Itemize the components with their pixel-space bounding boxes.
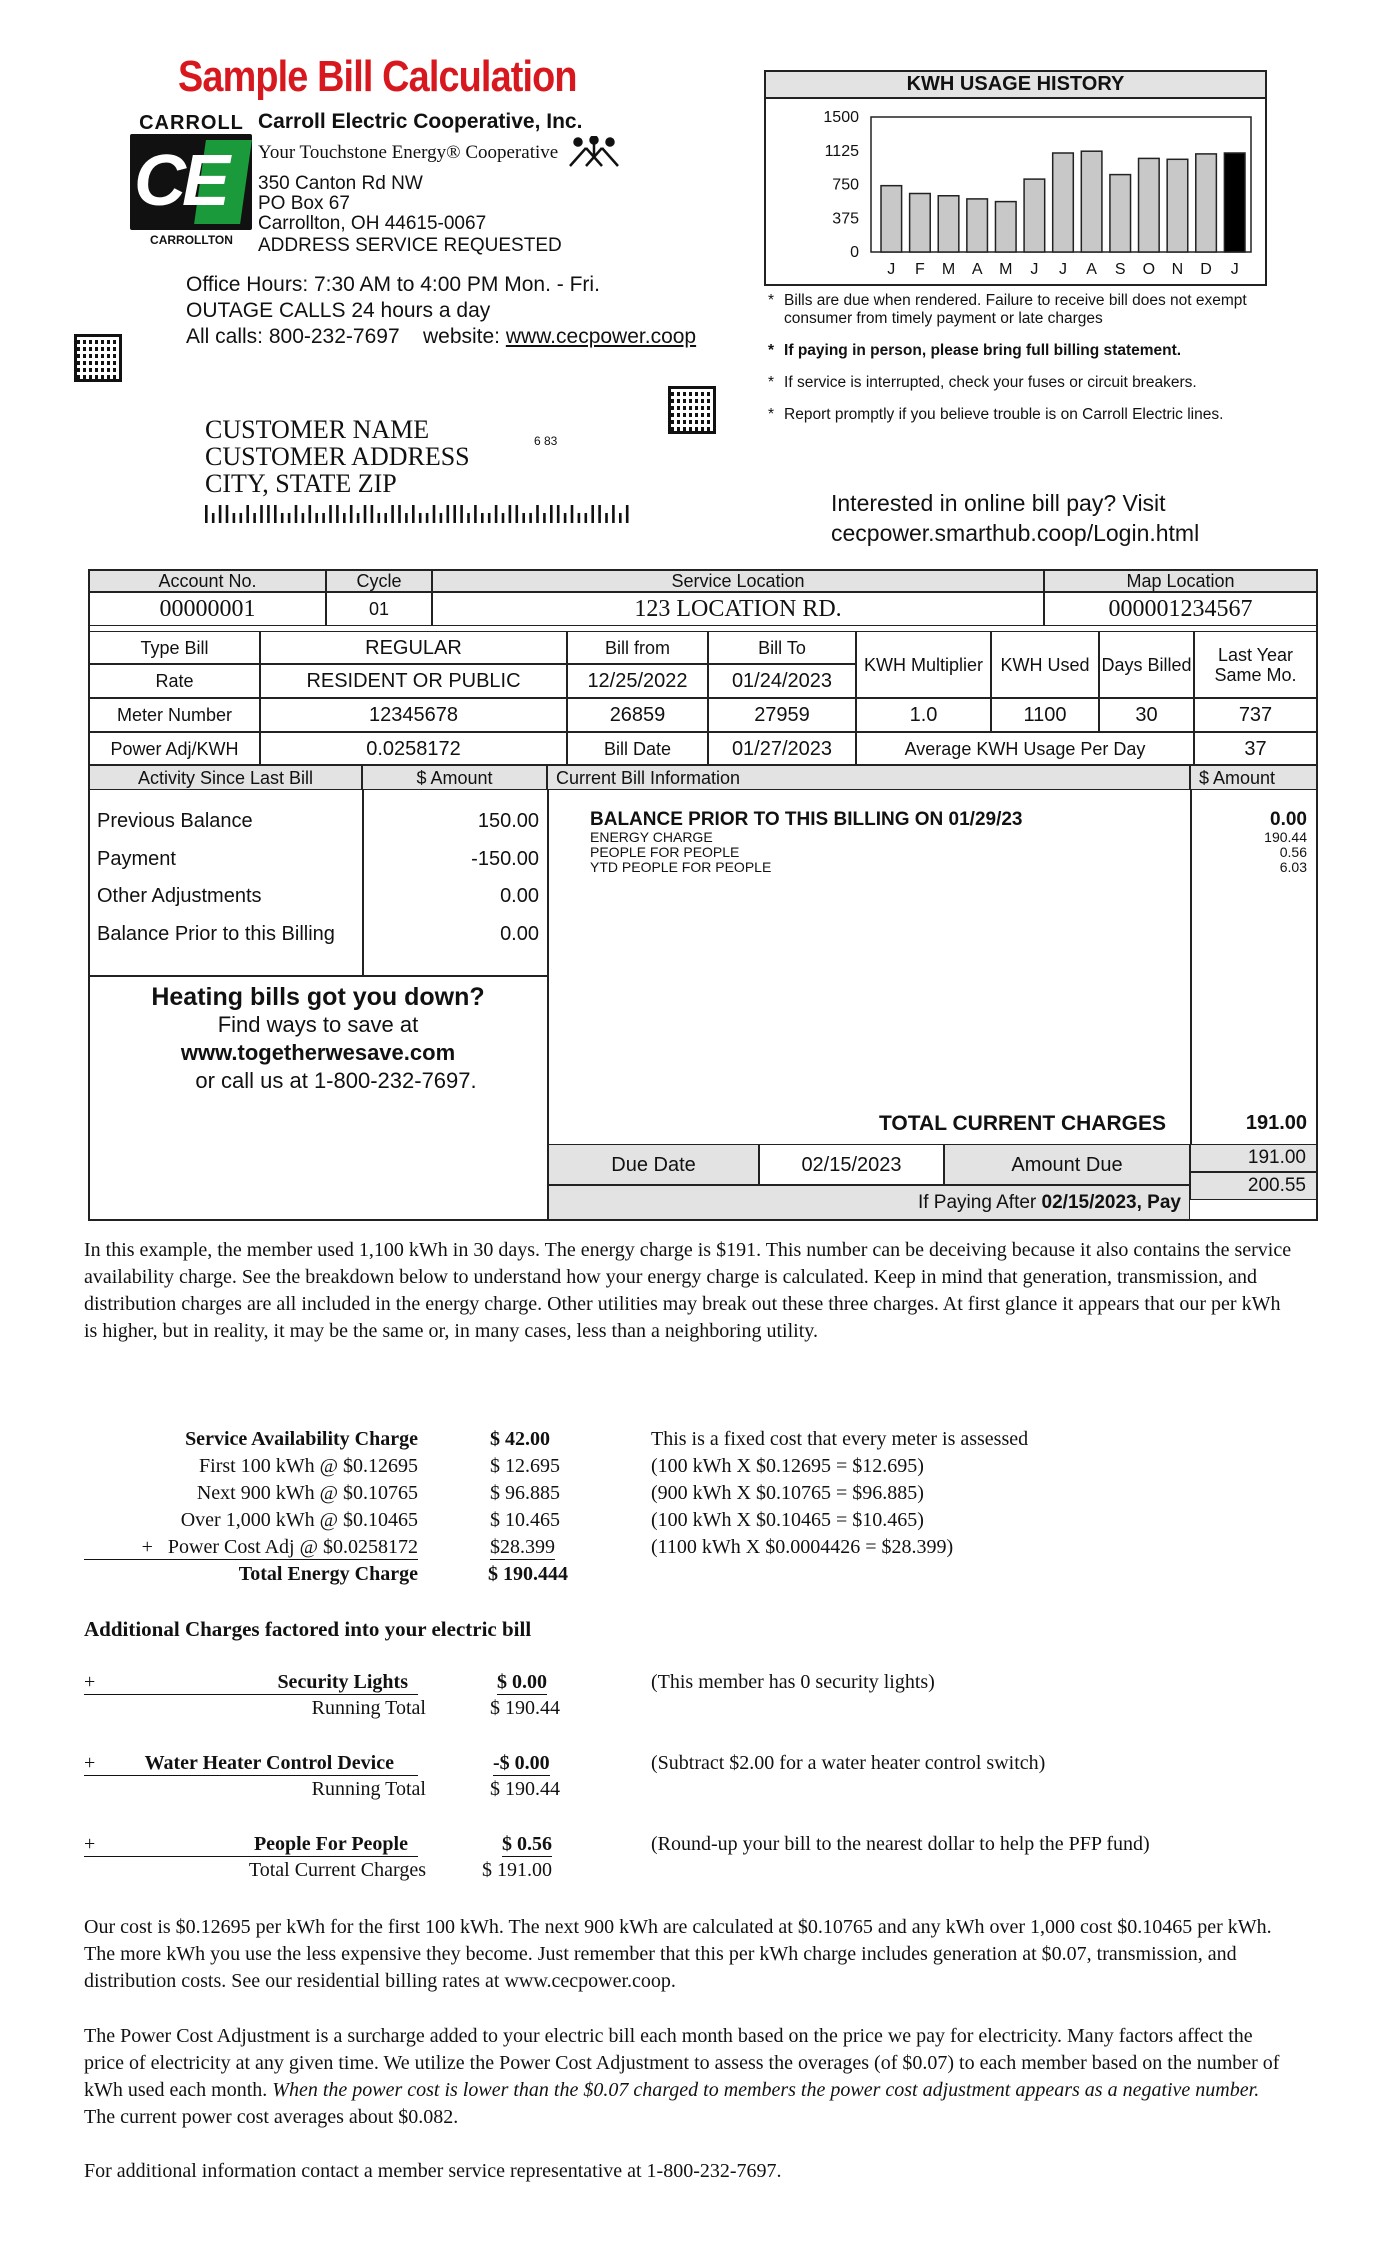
amount-due-label: Amount Due	[944, 1144, 1190, 1185]
online-pay-link[interactable]: cecpower.smarthub.coop/Login.html	[831, 520, 1200, 546]
breakdown-label: Next 900 kWh @ $0.10765	[196, 1482, 418, 1504]
barcode-bar	[447, 505, 450, 523]
barcode-bar	[578, 513, 581, 523]
address-line-1: 350 Canton Rd NW	[258, 173, 423, 194]
map-location-label: Map Location	[1044, 570, 1317, 592]
x-tick-label: J	[887, 261, 896, 278]
postal-barcode	[205, 505, 637, 523]
note-in-person: * If paying in person, please bring full billing statement.	[768, 342, 1182, 359]
bill-to-label: Bill To	[708, 631, 856, 664]
x-tick-label: J	[1059, 261, 1067, 278]
barcode-bar	[322, 513, 325, 523]
meter-number-label: Meter Number	[89, 698, 260, 732]
bill-from-date: 12/25/2022	[567, 664, 708, 698]
charge-amount: 0.56	[1279, 844, 1307, 860]
breakdown-amount: $ 96.885	[490, 1482, 560, 1504]
type-bill-value: REGULAR	[260, 631, 567, 664]
last-year-label: Last Year Same Mo.	[1194, 631, 1317, 698]
customer-city: CITY, STATE ZIP	[205, 469, 397, 498]
activity-row: Previous Balance 150.00	[97, 810, 539, 832]
address-service: ADDRESS SERVICE REQUESTED	[258, 235, 562, 256]
bill-to-date: 01/24/2023	[708, 664, 856, 698]
cycle-label: Cycle	[326, 570, 432, 592]
balance-prior-label: BALANCE PRIOR TO THIS BILLING ON 01/29/23	[590, 809, 1023, 830]
breakdown-amount: $ 42.00	[490, 1428, 550, 1450]
barcode-bar	[543, 513, 546, 523]
power-adj-label: Power Adj/KWH	[89, 732, 260, 765]
barcode-bar	[502, 513, 505, 523]
activity-bottom-rule	[89, 975, 547, 977]
logo-bottom-text: CARROLLTON	[150, 233, 233, 247]
kwh-used: 1100	[991, 698, 1099, 732]
promo-block	[89, 983, 547, 1095]
current-bill-amounts	[1192, 810, 1307, 875]
days-billed-label: Days Billed	[1099, 631, 1194, 698]
breakdown-note: (900 kWh X $0.10765 = $96.885)	[651, 1482, 924, 1504]
note-due: * Bills are due when rendered. Failure to receive bill does not exempt consumer from timely payment or late charges	[768, 292, 1247, 327]
security-label: Security Lights	[277, 1671, 408, 1693]
barcode-bar	[605, 513, 608, 523]
x-tick-label: J	[1230, 261, 1239, 278]
rate-value: RESIDENT OR PUBLIC	[260, 664, 567, 698]
breakdown-label: Over 1,000 kWh @ $0.10465	[180, 1509, 418, 1531]
office-info	[186, 272, 696, 350]
y-tick-label: 0	[850, 244, 859, 261]
pfp-row: + People For People	[84, 1833, 418, 1857]
promo-line2: or call us at 1-800-232-7697.	[195, 1068, 477, 1093]
cost-paragraph: Our cost is $0.12695 per kWh for the first 100 kWh. The next 900 kWh are calculated at $0.10765 and any kWh over 1,000 cost $0.10465 per kWh. The more kWh you use the less expensive they become. Just remember that this per kWh charge includes generation at $0.07, transmission, and distribution costs. See our residential billing rates at www.cecpower.coop.	[84, 1916, 1272, 1992]
barcode-bar	[626, 505, 629, 523]
barcode-bar	[384, 513, 387, 523]
breakdown-amount: $ 12.695	[490, 1455, 560, 1477]
breakdown-label: First 100 kWh @ $0.12695	[199, 1455, 418, 1477]
breakdown-note: (100 kWh X $0.12695 = $12.695)	[651, 1455, 924, 1477]
pfp-amount: $ 0.56	[502, 1833, 552, 1855]
cec-logo	[128, 112, 255, 252]
barcode-bar	[240, 513, 243, 523]
security-row: + Security Lights	[84, 1671, 418, 1695]
online-pay-info	[831, 488, 1199, 548]
kwh-multiplier-label: KWH Multiplier	[856, 631, 991, 698]
contact-paragraph: For additional information contact a member service representative at 1-800-232-7697.	[84, 2160, 782, 2182]
map-location: 000001234567	[1044, 592, 1317, 626]
breakdown-label: Service Availability Charge	[185, 1428, 418, 1450]
y-tick-label: 375	[832, 210, 859, 228]
barcode-bar	[591, 505, 594, 523]
avg-kwh-label: Average KWH Usage Per Day	[856, 732, 1194, 765]
promo-headline: Heating bills got you down?	[151, 983, 485, 1011]
x-tick-label: M	[999, 261, 1013, 278]
barcode-bar	[212, 513, 215, 523]
office-hours: Office Hours: 7:30 AM to 4:00 PM Mon. - Fri.	[186, 273, 600, 296]
breakdown-note: (1100 kWh X $0.0004426 = $28.399)	[651, 1536, 954, 1558]
kwh-used-label: KWH Used	[991, 631, 1099, 698]
charge-item: ENERGY CHARGE	[590, 829, 713, 845]
tagline	[258, 136, 620, 170]
usage-bar-chart	[766, 99, 1265, 284]
reading-to: 27959	[708, 698, 856, 732]
kwh-multiplier: 1.0	[856, 698, 991, 732]
barcode-bar	[440, 513, 443, 523]
calls-text: All calls: 800-232-7697 website:	[186, 325, 506, 348]
qr-code-left	[74, 334, 122, 382]
barcode-bar	[267, 505, 270, 523]
address-line-3: Carrollton, OH 44615-0067	[258, 213, 487, 234]
barcode-bar	[302, 513, 305, 523]
barcode-bar	[246, 505, 249, 523]
barcode-bar	[474, 505, 477, 523]
customer-street: CUSTOMER ADDRESS	[205, 442, 470, 471]
barcode-bar	[495, 505, 498, 523]
barcode-bar	[274, 505, 277, 523]
usage-bar	[1053, 153, 1074, 252]
chart-title: KWH USAGE HISTORY	[766, 72, 1265, 99]
running-total-label: Running Total	[311, 1697, 426, 1719]
breakdown-note: This is a fixed cost that every meter is assessed	[651, 1428, 1029, 1450]
total-current-amount: 191.00	[1245, 1112, 1307, 1134]
total-energy-label: Total Energy Charge	[238, 1563, 418, 1585]
usage-bar	[1167, 159, 1188, 252]
barcode-bar	[516, 505, 519, 523]
charge-item: YTD PEOPLE FOR PEOPLE	[590, 859, 772, 875]
cycle-value: 01	[326, 592, 432, 626]
x-tick-label: A	[971, 261, 983, 278]
barcode-bar	[412, 505, 415, 523]
barcode-bar	[205, 505, 208, 523]
breakdown-amount: $28.399	[490, 1536, 555, 1558]
barcode-bar	[315, 513, 318, 523]
barcode-bar	[488, 513, 491, 523]
usage-bar	[938, 196, 959, 252]
barcode-bar	[522, 513, 525, 523]
promo-line1: Find ways to save at	[217, 1012, 419, 1037]
usage-bar	[910, 194, 931, 253]
x-tick-label: O	[1142, 261, 1156, 278]
logo-letters: CE	[134, 141, 227, 221]
power-adj-value: 0.0258172	[260, 732, 567, 765]
last-year-usage: 737	[1194, 698, 1317, 732]
breakdown-note: (100 kWh X $0.10465 = $10.465)	[651, 1509, 924, 1531]
y-tick-label: 1125	[824, 142, 859, 160]
pfp-note: (Round-up your bill to the nearest dollar to help the PFP fund)	[651, 1833, 1150, 1855]
current-amount-header: $ Amount	[1190, 765, 1317, 790]
barcode-bar	[281, 513, 284, 523]
total-current-charges: $ 191.00	[482, 1859, 552, 1881]
barcode-bar	[426, 513, 429, 523]
touchstone-people-icon	[568, 136, 620, 170]
due-date: 02/15/2023	[759, 1144, 944, 1185]
account-label: Account No.	[89, 570, 326, 592]
barcode-bar	[509, 505, 512, 523]
barcode-bar	[233, 513, 236, 523]
barcode-bar	[350, 505, 353, 523]
barcode-bar	[343, 513, 346, 523]
logo-top-text: CARROLL	[139, 112, 244, 134]
pca-paragraph: The Power Cost Adjustment is a surcharge added to your electric bill each month based on the price we pay for electricity. Many factors affect the price of electricity at any given time. We utilize the Power Cost Adjustment to assess the overages (of $0.07) to each member based on the number of kWh used each month. When the power cost is lower than the $0.07 charged to members the power cost adjustment appears as a negative number. The current power cost averages about $0.082.	[84, 2025, 1280, 2128]
service-location-label: Service Location	[432, 570, 1044, 592]
water-heater-amount: -$ 0.00	[493, 1752, 550, 1774]
explanation-paragraph: In this example, the member used 1,100 kWh in 30 days. The energy charge is $191. This number can be deceiving because it also contains the service availability charge. See the breakdown below to understand how your energy charge is calculated. Keep in mind that generation, transmission, and distribution charges are all included in the energy charge. Other utilities may break out these three charges. At first glance it appears that our per kWh is higher, but in reality, it may be the same or, in many cases, less than a neighboring utility.	[84, 1239, 1292, 1342]
total-energy-amount: $ 190.444	[488, 1563, 568, 1585]
barcode-bar	[433, 505, 436, 523]
barcode-bar	[529, 513, 532, 523]
customer-name: CUSTOMER NAME	[205, 415, 430, 444]
barcode-bar	[405, 513, 408, 523]
barcode-bar	[398, 505, 401, 523]
barcode-bar	[336, 505, 339, 523]
mail-code: 6 83	[534, 434, 558, 448]
x-tick-label: F	[915, 261, 925, 278]
current-bill-header: Current Bill Information	[547, 765, 1190, 790]
x-tick-label: S	[1114, 261, 1126, 278]
barcode-bar	[371, 505, 374, 523]
coop-name: Carroll Electric Cooperative, Inc.	[258, 110, 583, 133]
page-title: Sample Bill Calculation	[178, 52, 577, 101]
note-report: * Report promptly if you believe trouble is on Carroll Electric lines.	[768, 406, 1224, 423]
barcode-bar	[260, 505, 263, 523]
barcode-bar	[481, 513, 484, 523]
barcode-bar	[391, 505, 394, 523]
charge-amount: 190.44	[1264, 829, 1307, 845]
outage-calls: OUTAGE CALLS 24 hours a day	[186, 299, 491, 322]
breakdown-amount: $ 10.465	[490, 1509, 560, 1531]
barcode-bar	[467, 513, 470, 523]
charge-item: PEOPLE FOR PEOPLE	[590, 844, 740, 860]
kwh-usage-history-chart	[764, 70, 1267, 286]
bill-date: 01/27/2023	[708, 732, 856, 765]
water-heater-note: (Subtract $2.00 for a water heater control switch)	[651, 1752, 1046, 1774]
barcode-bar	[309, 505, 312, 523]
usage-bar	[1081, 151, 1102, 252]
x-tick-label: A	[1086, 261, 1097, 278]
late-payment-label: If Paying After 02/15/2023, Pay	[548, 1185, 1190, 1220]
barcode-bar	[288, 513, 291, 523]
contact-line	[186, 324, 696, 350]
qr-code-middle	[668, 386, 716, 434]
type-bill-label: Type Bill	[89, 631, 260, 664]
x-tick-label: J	[1030, 261, 1039, 278]
activity-header: Activity Since Last Bill	[89, 765, 362, 790]
usage-bar	[1110, 175, 1131, 252]
barcode-bar	[571, 505, 574, 523]
pfp-label: People For People	[253, 1833, 408, 1855]
barcode-bar	[550, 505, 553, 523]
barcode-bar	[453, 505, 456, 523]
barcode-bar	[536, 505, 539, 523]
water-heater-label: Water Heater Control Device	[144, 1752, 394, 1774]
x-tick-label: M	[941, 261, 956, 278]
logo-mark	[130, 134, 252, 230]
x-tick-label: N	[1171, 261, 1184, 278]
reading-from: 26859	[567, 698, 708, 732]
usage-bar	[1196, 154, 1217, 252]
activity-row: Balance Prior to this Billing 0.00	[97, 922, 539, 945]
bill-from-label: Bill from	[567, 631, 708, 664]
account-number: 00000001	[89, 592, 326, 626]
balance-prior-amount: 0.00	[1270, 809, 1307, 830]
note-interrupted: * If service is interrupted, check your fuses or circuit breakers.	[768, 374, 1197, 391]
coop-address-block	[258, 112, 620, 256]
current-bill-items	[590, 810, 1023, 875]
address-line-2: PO Box 67	[258, 193, 350, 214]
service-location: 123 LOCATION RD.	[432, 592, 1044, 626]
avg-kwh-per-day: 37	[1194, 732, 1317, 765]
breakdown-label: + Power Cost Adj @ $0.0258172	[84, 1536, 418, 1560]
running-total-label: Running Total	[311, 1778, 426, 1800]
total-current-charges-label: Total Current Charges	[248, 1859, 426, 1881]
usage-bar	[1024, 179, 1045, 252]
rate-label: Rate	[89, 664, 260, 698]
barcode-bar	[253, 513, 256, 523]
barcode-bar	[329, 505, 332, 523]
usage-bar	[1224, 153, 1245, 252]
meter-number: 12345678	[260, 698, 567, 732]
security-amount: $ 0.00	[497, 1671, 547, 1693]
bill-date-label: Bill Date	[567, 732, 708, 765]
customer-address	[205, 416, 470, 497]
barcode-bar	[619, 513, 622, 523]
online-pay-line1: Interested in online bill pay? Visit	[831, 490, 1166, 516]
barcode-bar	[378, 513, 381, 523]
days-billed: 30	[1099, 698, 1194, 732]
promo-url[interactable]: www.togetherwesave.com	[180, 1040, 456, 1065]
usage-bar	[1139, 158, 1160, 252]
activity-row: Payment -150.00	[97, 847, 539, 870]
security-note: (This member has 0 security lights)	[651, 1671, 935, 1693]
water-heater-row: + Water Heater Control Device	[84, 1752, 418, 1776]
usage-bar	[881, 186, 902, 252]
barcode-bar	[557, 505, 560, 523]
x-tick-label: D	[1200, 261, 1212, 278]
barcode-bar	[598, 505, 601, 523]
usage-bar	[967, 199, 988, 252]
activity-rows	[97, 810, 547, 960]
tagline-text: Your Touchstone Energy® Cooperative	[258, 142, 559, 163]
amount-due: 191.00	[1190, 1144, 1317, 1172]
activity-amount-header: $ Amount	[362, 765, 547, 790]
usage-bar	[995, 202, 1016, 252]
barcode-bar	[295, 505, 298, 523]
due-date-label: Due Date	[548, 1144, 759, 1185]
barcode-bar	[585, 513, 588, 523]
y-tick-label: 1500	[823, 109, 859, 126]
total-current-label: TOTAL CURRENT CHARGES	[878, 1112, 1166, 1135]
running-total-2: $ 190.44	[490, 1778, 560, 1800]
barcode-bar	[612, 505, 615, 523]
additional-heading: Additional Charges factored into your electric bill	[84, 1617, 532, 1641]
charge-amount: 6.03	[1279, 859, 1307, 875]
activity-row: Other Adjustments 0.00	[97, 885, 539, 907]
barcode-bar	[357, 513, 360, 523]
barcode-bar	[219, 505, 222, 523]
website-link[interactable]: www.cecpower.coop	[505, 325, 697, 348]
barcode-bar	[226, 505, 229, 523]
running-total-1: $ 190.44	[490, 1697, 560, 1719]
barcode-bar	[419, 513, 422, 523]
late-amount: 200.55	[1190, 1172, 1317, 1200]
bill-notes	[768, 292, 1278, 438]
barcode-bar	[460, 505, 463, 523]
barcode-bar	[364, 505, 367, 523]
y-tick-label: 750	[832, 176, 859, 194]
barcode-bar	[564, 513, 567, 523]
